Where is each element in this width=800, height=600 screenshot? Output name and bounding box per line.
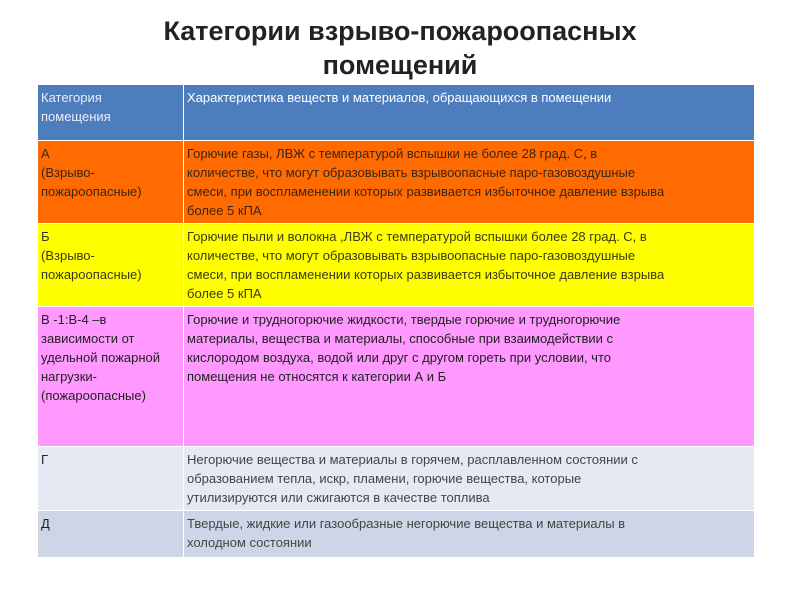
category-cell: Д bbox=[38, 511, 184, 558]
category-cell: Г bbox=[38, 447, 184, 511]
table-header-row bbox=[38, 85, 755, 141]
description-cell: Негорючие вещества и материалы в горячем, расплавленном состоянии с образованием тепла, искр, пламени, горючие вещества, которые утилизируются или сжигаются в качестве топлива bbox=[184, 447, 755, 511]
description-cell: Горючие и трудногорючие жидкости, твердые горючие и трудногорючие материалы, вещества и материалы, способные при взаимодействии с кислородом воздуха, водой или друг с другом гореть при условии, что помещения не относятся к категории А и Б bbox=[184, 307, 755, 447]
categories-table bbox=[37, 84, 755, 558]
description-cell: Горючие пыли и волокна ,ЛВЖ с температурой вспышки более 28 град. С, в количестве, что могут образовывать взрывоопасные паро-газовоздушные смеси, при воспламенении которых развивается избыточное давление взрыва более 5 кПА bbox=[184, 224, 755, 307]
header-category: Категория помещения bbox=[38, 85, 184, 141]
category-cell: Б (Взрыво- пожароопасные) bbox=[38, 224, 184, 307]
page-title-line-1: Категории взрыво-пожароопасных bbox=[163, 16, 637, 46]
category-cell: В -1:В-4 –в зависимости от удельной пожарной нагрузки- (пожароопасные) bbox=[38, 307, 184, 447]
table-row-category-a bbox=[38, 141, 755, 224]
page-title bbox=[0, 14, 800, 82]
category-cell: А (Взрыво- пожароопасные) bbox=[38, 141, 184, 224]
table-row-category-v bbox=[38, 307, 755, 447]
table-row-category-d bbox=[38, 511, 755, 558]
header-characteristic: Характеристика веществ и материалов, обращающихся в помещении bbox=[184, 85, 755, 141]
page-title-line-2: помещений bbox=[322, 50, 478, 80]
table-row-category-g bbox=[38, 447, 755, 511]
description-cell: Твердые, жидкие или газообразные негорючие вещества и материалы в холодном состоянии bbox=[184, 511, 755, 558]
table-row-category-b bbox=[38, 224, 755, 307]
description-cell: Горючие газы, ЛВЖ с температурой вспышки не более 28 град. С, в количестве, что могут образовывать взрывоопасные паро-газовоздушные смеси, при воспламенении которых развивается избыточное давление взрыва более 5 кПА bbox=[184, 141, 755, 224]
